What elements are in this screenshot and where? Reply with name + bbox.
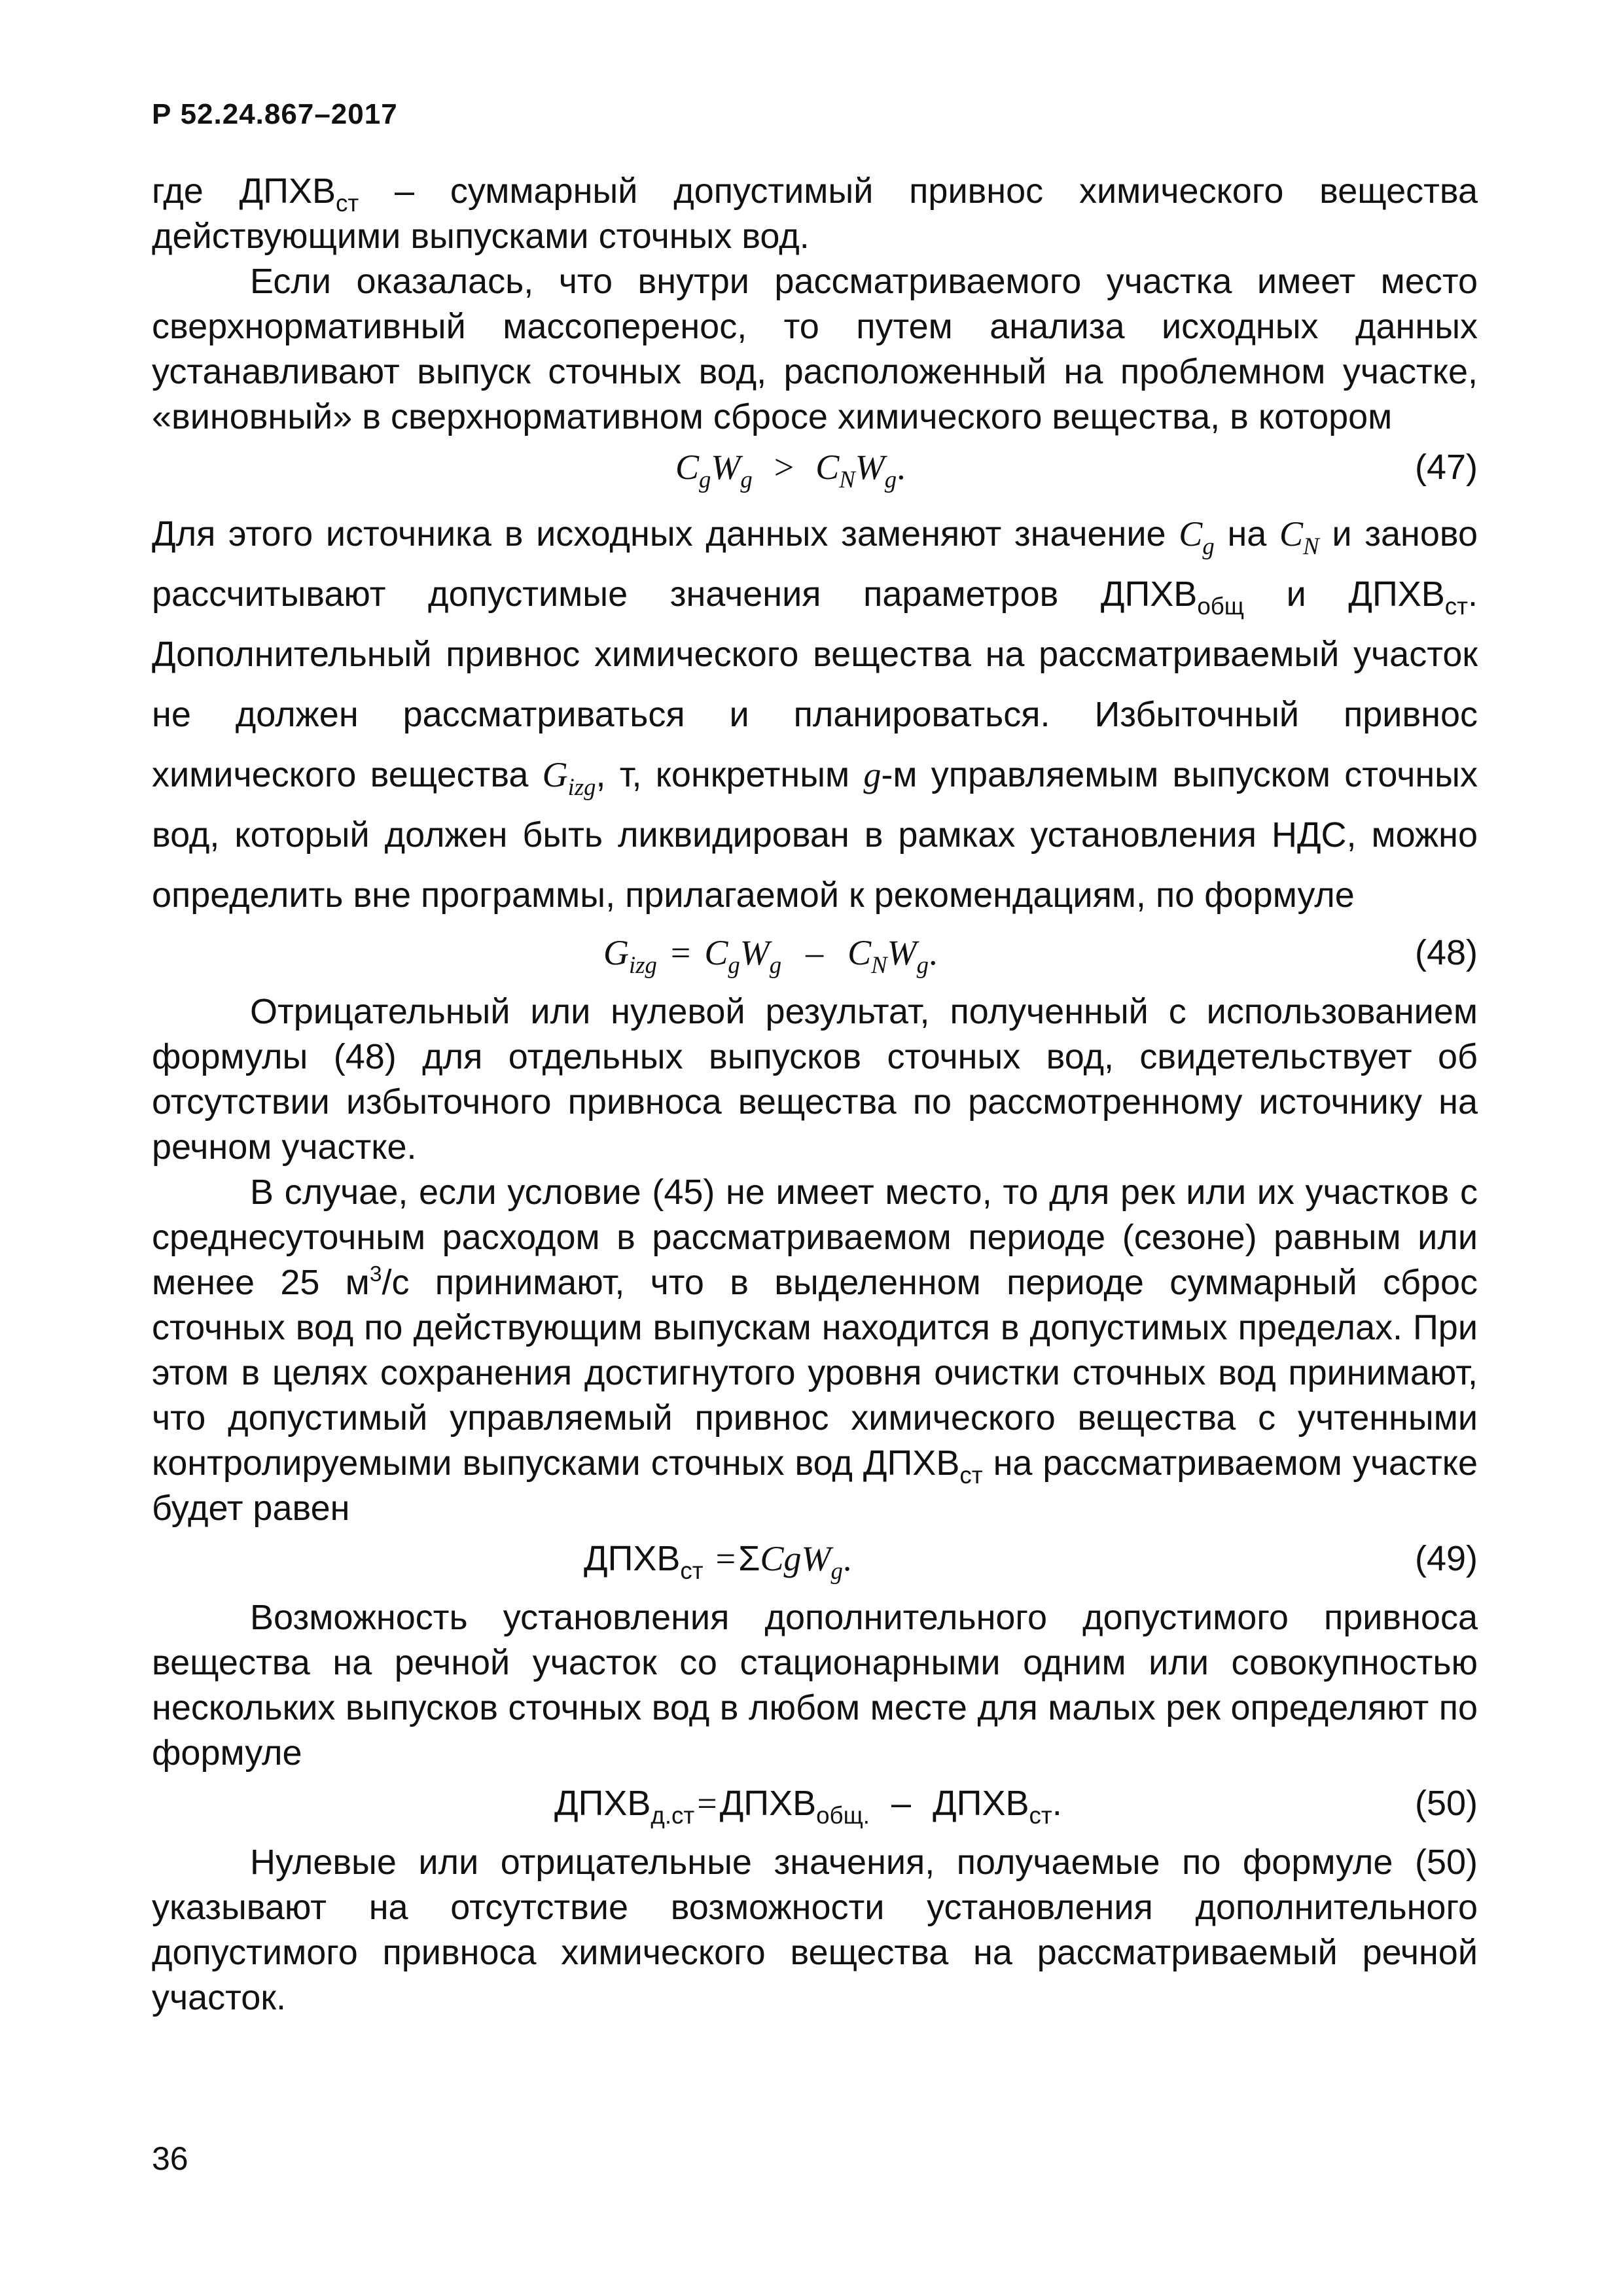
- paragraph-definition: где $ДПХВ_{ст}$ – суммарный допустимый привнос химического вещества действующими выпусками сточных вод.: [152, 171, 1478, 256]
- paragraph-replacement: Для этого источника в исходных данных заменяют значение $C_g$ на $C_N$ и заново рассчитывают допустимые значения параметров $ДПХВ_{общ}$ и $ДПХВ_{ст}$. Дополнительный привнос химического вещества на рассматриваемый участок не должен рассматриваться и планироваться. Избыточный привнос химического вещества $G_{izg}$, т, конкретным g-м управляемым выпуском сточных вод, который должен быть ликвидирован в рамках установления НДС, можно определить вне программы, прилагаемой к рекомендациям, по формуле: [152, 514, 1478, 915]
- paragraph-negative-result: Отрицательный или нулевой результат, полученный с использованием формулы (48) для отдельных выпусков сточных вод, свидетельствует об отсутствии избыточного привноса вещества по рассмотренному источнику на речном участке.: [152, 992, 1478, 1167]
- formula-50-number: (50): [1414, 1784, 1478, 1823]
- document-header: Р 52.24.867–2017: [152, 98, 398, 130]
- formula-48-expression: $G_{izg} = C_gW_g - C_NW_g$.: [603, 933, 938, 978]
- formula-49-number: (49): [1414, 1539, 1478, 1578]
- formula-48-number: (48): [1414, 933, 1478, 972]
- paragraph-zero-values: Нулевые или отрицательные значения, получаемые по формуле (50) указывают на отсутствие возможности установления дополнительного допустимого привноса химического вещества на рассматриваемый речной участок.: [152, 1843, 1478, 2017]
- formula-47: [152, 440, 1478, 504]
- formula-49: [152, 1531, 1478, 1595]
- formula-50-expression: $ДПХВ_{д.ст}=ДПХВ_{общ.}$ – $ДПХВ_{ст}$.: [554, 1784, 1062, 1829]
- formula-50: [152, 1776, 1478, 1840]
- paragraph-condition-45: В случае, если условие (45) не имеет место, то для рек или их участков с среднесуточным расходом в рассматриваемом периоде (сезоне) равным или менее 25 $м^3/с$ принимают, что в выделенном периоде суммарный сброс сточных вод по действующим выпускам находится в допустимых пределах. При этом в целях сохранения достигнутого уровня очистки сточных вод принимают, что допустимый управляемый привнос химического вещества с учтенными контролируемыми выпусками сточных вод $ДПХВ_{ст}$ на рассматриваемом участке будет равен: [152, 1173, 1478, 1528]
- paragraph-exceedance: Если оказалась, что внутри рассматриваемого участка имеет место сверхнормативный массоперенос, то путем анализа исходных данных устанавливают выпуск сточных вод, расположенный на проблемном участке, «виновный» в сверхнормативном сбросе химического вещества, в котором: [152, 262, 1478, 436]
- document-body: [152, 169, 1478, 2021]
- formula-49-expression: $ДПХВ_{ст} =\Sigma CgW_g$.: [584, 1539, 852, 1584]
- page-number: 36: [152, 2140, 188, 2177]
- formula-47-expression: $C_gW_g > C_NW_g$.: [675, 448, 906, 493]
- paragraph-additional-possibility: Возможность установления дополнительного допустимого привноса вещества на речной участок со стационарными одним или совокупностью нескольких выпусков сточных вод в любом месте для малых рек определяют по формуле: [152, 1598, 1478, 1773]
- formula-47-number: (47): [1414, 448, 1478, 487]
- formula-48: [152, 925, 1478, 989]
